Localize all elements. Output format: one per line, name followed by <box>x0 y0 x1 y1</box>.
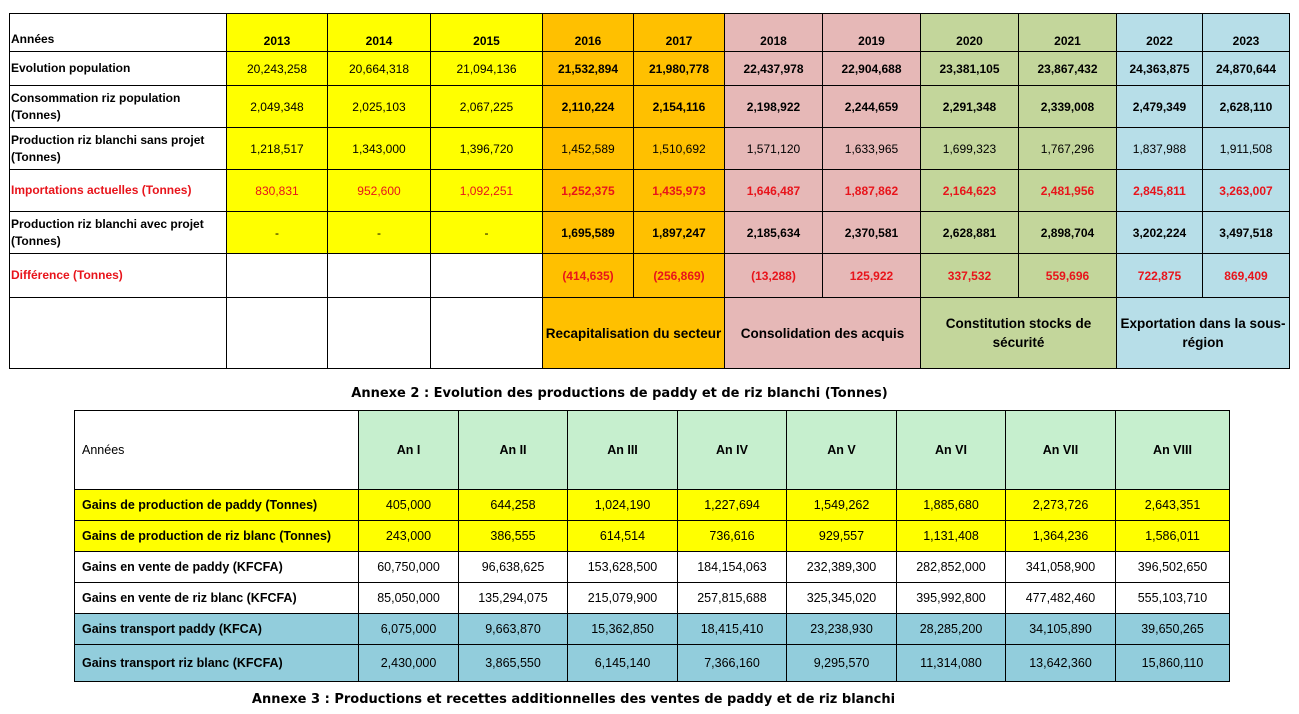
table1-cell: 1,897,247 <box>634 212 725 254</box>
table2-years-label: Années <box>75 411 359 490</box>
table2-cell: 11,314,080 <box>897 645 1006 682</box>
table1-cell: - <box>227 212 328 254</box>
table1-cell: 24,363,875 <box>1117 52 1203 86</box>
table2-cell: 257,815,688 <box>678 583 787 614</box>
table1-years-label: Années <box>10 14 227 52</box>
phases-row <box>10 298 1290 369</box>
table1-cell: 952,600 <box>328 170 431 212</box>
annexe-2-caption: Annexe 2 : Evolution des productions de paddy et de riz blanchi (Tonnes) <box>351 386 888 401</box>
table2-cell: 1,364,236 <box>1006 521 1116 552</box>
table2-row <box>75 490 1230 521</box>
table2-cell: 3,865,550 <box>459 645 568 682</box>
table2-cell: 18,415,410 <box>678 614 787 645</box>
table2-cell: 282,852,000 <box>897 552 1006 583</box>
table2-cell: 184,154,063 <box>678 552 787 583</box>
phase-recapitalisation: Recapitalisation du secteur <box>543 298 725 369</box>
table1-cell: 21,094,136 <box>431 52 543 86</box>
year-header: 2015 <box>431 14 543 52</box>
table2-cell: 9,663,870 <box>459 614 568 645</box>
table2-cell: 1,131,408 <box>897 521 1006 552</box>
table1-cell: 3,202,224 <box>1117 212 1203 254</box>
table1-row <box>10 170 1290 212</box>
year-header: 2018 <box>725 14 823 52</box>
table1-cell: 2,244,659 <box>823 86 921 128</box>
table1-cell: 2,154,116 <box>634 86 725 128</box>
table1-cell: 1,435,973 <box>634 170 725 212</box>
table2-cell: 7,366,160 <box>678 645 787 682</box>
row-label: Importations actuelles (Tonnes) <box>10 170 227 212</box>
table2-cell: 396,502,650 <box>1116 552 1230 583</box>
table1-cell: 2,164,623 <box>921 170 1019 212</box>
table2-cell: 1,024,190 <box>568 490 678 521</box>
row-label: Gains transport paddy (KFCA) <box>75 614 359 645</box>
table1-cell: 1,699,323 <box>921 128 1019 170</box>
year-header: An VIII <box>1116 411 1230 490</box>
row-label: Consommation riz population (Tonnes) <box>10 86 227 128</box>
table1-cell: 24,870,644 <box>1203 52 1290 86</box>
table1-cell: 2,110,224 <box>543 86 634 128</box>
table2-header-row <box>75 411 1230 490</box>
table1-cell: 1,571,120 <box>725 128 823 170</box>
table1-cell: (414,635) <box>543 254 634 298</box>
table2-cell: 405,000 <box>359 490 459 521</box>
table2-cell: 341,058,900 <box>1006 552 1116 583</box>
year-header: 2016 <box>543 14 634 52</box>
table1-cell: 337,532 <box>921 254 1019 298</box>
row-label: Gains en vente de paddy (KFCFA) <box>75 552 359 583</box>
table1-cell: 1,695,589 <box>543 212 634 254</box>
year-header: 2014 <box>328 14 431 52</box>
table1-cell: 23,867,432 <box>1019 52 1117 86</box>
table2-cell: 386,555 <box>459 521 568 552</box>
table1-cell: 3,497,518 <box>1203 212 1290 254</box>
table1-cell: 125,922 <box>823 254 921 298</box>
table1-header-row <box>10 14 1290 52</box>
table2-cell: 39,650,265 <box>1116 614 1230 645</box>
table1-cell: 2,628,881 <box>921 212 1019 254</box>
table1-cell: 2,370,581 <box>823 212 921 254</box>
table2-cell: 153,628,500 <box>568 552 678 583</box>
table1-cell: 2,898,704 <box>1019 212 1117 254</box>
table1-cell: 1,396,720 <box>431 128 543 170</box>
table1-cell: 1,837,988 <box>1117 128 1203 170</box>
table2-cell: 85,050,000 <box>359 583 459 614</box>
table1-cell: 2,628,110 <box>1203 86 1290 128</box>
row-label: Gains transport riz blanc (KFCFA) <box>75 645 359 682</box>
empty-cell <box>10 298 227 369</box>
table2-cell: 243,000 <box>359 521 459 552</box>
table2-cell: 60,750,000 <box>359 552 459 583</box>
table2-cell: 2,273,726 <box>1006 490 1116 521</box>
table2-cell: 9,295,570 <box>787 645 897 682</box>
empty-cell <box>227 298 328 369</box>
year-header: 2020 <box>921 14 1019 52</box>
table2-cell: 34,105,890 <box>1006 614 1116 645</box>
table2-cell: 15,362,850 <box>568 614 678 645</box>
year-header: 2021 <box>1019 14 1117 52</box>
table2-cell: 15,860,110 <box>1116 645 1230 682</box>
table1-cell: 2,339,008 <box>1019 86 1117 128</box>
table1-cell: 20,243,258 <box>227 52 328 86</box>
table1-cell: 1,510,692 <box>634 128 725 170</box>
table1-cell: - <box>431 212 543 254</box>
table1-cell: 2,845,811 <box>1117 170 1203 212</box>
phase-consolidation: Consolidation des acquis <box>725 298 921 369</box>
table2-cell: 13,642,360 <box>1006 645 1116 682</box>
table1-cell: (13,288) <box>725 254 823 298</box>
table1-cell <box>227 254 328 298</box>
table1-cell: - <box>328 212 431 254</box>
table2-cell: 614,514 <box>568 521 678 552</box>
table2-row <box>75 645 1230 682</box>
table2-cell: 1,549,262 <box>787 490 897 521</box>
table2-cell: 736,616 <box>678 521 787 552</box>
table2-cell: 96,638,625 <box>459 552 568 583</box>
table1-cell: 20,664,318 <box>328 52 431 86</box>
year-header: An VI <box>897 411 1006 490</box>
table1-cell: (256,869) <box>634 254 725 298</box>
row-label: Production riz blanchi sans projet (Tonnes) <box>10 128 227 170</box>
empty-cell <box>431 298 543 369</box>
table1-cell: 1,646,487 <box>725 170 823 212</box>
table1-cell: 2,049,348 <box>227 86 328 128</box>
table2-cell: 215,079,900 <box>568 583 678 614</box>
year-header: 2023 <box>1203 14 1290 52</box>
table1-cell: 2,481,956 <box>1019 170 1117 212</box>
table1-row <box>10 86 1290 128</box>
table1-cell: 3,263,007 <box>1203 170 1290 212</box>
table1-cell: 2,067,225 <box>431 86 543 128</box>
row-label: Gains de production de riz blanc (Tonnes) <box>75 521 359 552</box>
year-header: An II <box>459 411 568 490</box>
year-header: 2022 <box>1117 14 1203 52</box>
table1-cell: 2,185,634 <box>725 212 823 254</box>
table2-cell: 1,586,011 <box>1116 521 1230 552</box>
table2-cell: 2,643,351 <box>1116 490 1230 521</box>
row-label: Différence (Tonnes) <box>10 254 227 298</box>
table1-cell: 23,381,105 <box>921 52 1019 86</box>
table1-cell <box>328 254 431 298</box>
table1-cell: 22,437,978 <box>725 52 823 86</box>
table1-cell: 1,887,862 <box>823 170 921 212</box>
year-header: 2017 <box>634 14 725 52</box>
population-rice-table <box>9 13 1290 369</box>
table1-row <box>10 52 1290 86</box>
row-label: Gains de production de paddy (Tonnes) <box>75 490 359 521</box>
table2-cell: 395,992,800 <box>897 583 1006 614</box>
table1-cell: 1,452,589 <box>543 128 634 170</box>
table1-cell: 22,904,688 <box>823 52 921 86</box>
table1-cell: 21,980,778 <box>634 52 725 86</box>
table1-row <box>10 212 1290 254</box>
table1-cell: 722,875 <box>1117 254 1203 298</box>
table1-cell: 21,532,894 <box>543 52 634 86</box>
table1-cell: 1,092,251 <box>431 170 543 212</box>
table2-cell: 477,482,460 <box>1006 583 1116 614</box>
year-header: An I <box>359 411 459 490</box>
table1-cell <box>431 254 543 298</box>
table2-row <box>75 552 1230 583</box>
table1-cell: 1,633,965 <box>823 128 921 170</box>
row-label: Gains en vente de riz blanc (KFCFA) <box>75 583 359 614</box>
table2-row <box>75 614 1230 645</box>
table2-cell: 2,430,000 <box>359 645 459 682</box>
table2-cell: 135,294,075 <box>459 583 568 614</box>
table1-cell: 559,696 <box>1019 254 1117 298</box>
table2-cell: 232,389,300 <box>787 552 897 583</box>
year-header: An V <box>787 411 897 490</box>
table1-cell: 1,767,296 <box>1019 128 1117 170</box>
table2-row <box>75 583 1230 614</box>
table2-cell: 6,075,000 <box>359 614 459 645</box>
table1-cell: 1,911,508 <box>1203 128 1290 170</box>
additional-revenue-table <box>74 410 1230 682</box>
table1-cell: 1,218,517 <box>227 128 328 170</box>
row-label: Evolution population <box>10 52 227 86</box>
table2-cell: 1,885,680 <box>897 490 1006 521</box>
year-header: An IV <box>678 411 787 490</box>
table1-cell: 2,198,922 <box>725 86 823 128</box>
year-header: 2019 <box>823 14 921 52</box>
table2-cell: 28,285,200 <box>897 614 1006 645</box>
table1-cell: 1,252,375 <box>543 170 634 212</box>
table2-cell: 23,238,930 <box>787 614 897 645</box>
table1-cell: 869,409 <box>1203 254 1290 298</box>
row-label: Production riz blanchi avec projet (Tonnes) <box>10 212 227 254</box>
year-header: An III <box>568 411 678 490</box>
table1-cell: 1,343,000 <box>328 128 431 170</box>
phase-stocks-securite: Constitution stocks de sécurité <box>921 298 1117 369</box>
table1-cell: 2,025,103 <box>328 86 431 128</box>
table2-cell: 6,145,140 <box>568 645 678 682</box>
phase-exportation: Exportation dans la sous-région <box>1117 298 1290 369</box>
table1-cell: 2,291,348 <box>921 86 1019 128</box>
table2-row <box>75 521 1230 552</box>
table1-row <box>10 128 1290 170</box>
annexe-3-caption: Annexe 3 : Productions et recettes additionnelles des ventes de paddy et de riz blanchi <box>251 692 896 707</box>
table1-cell: 2,479,349 <box>1117 86 1203 128</box>
table1-cell: 830,831 <box>227 170 328 212</box>
year-header: An VII <box>1006 411 1116 490</box>
table2-cell: 555,103,710 <box>1116 583 1230 614</box>
table2-cell: 644,258 <box>459 490 568 521</box>
empty-cell <box>328 298 431 369</box>
table2-cell: 1,227,694 <box>678 490 787 521</box>
table2-cell: 325,345,020 <box>787 583 897 614</box>
table1-row <box>10 254 1290 298</box>
table2-cell: 929,557 <box>787 521 897 552</box>
year-header: 2013 <box>227 14 328 52</box>
